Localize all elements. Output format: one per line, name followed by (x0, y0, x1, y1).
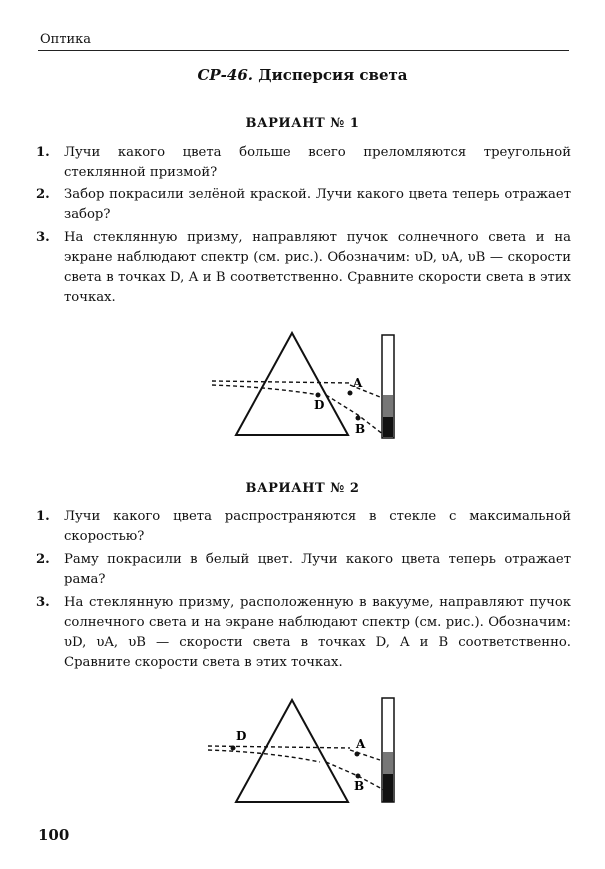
label-a: A (356, 737, 366, 751)
variant-1-question-3 (36, 228, 571, 308)
variant-2-question-3 (36, 593, 571, 673)
point-b-dot (356, 416, 361, 421)
variant-2-prism-diagram (200, 690, 410, 810)
question-text: Лучи какого цвета распространяются в стекле с максимальной скоростью? (64, 509, 571, 544)
light-ray-incident (212, 385, 320, 395)
point-d-dot (231, 746, 236, 751)
running-header: Оптика (40, 32, 92, 47)
header-divider (38, 50, 569, 51)
question-number: 1. (36, 145, 50, 160)
point-a-dot (355, 752, 360, 757)
question-number: 3. (36, 595, 50, 610)
variant-1-heading: ВАРИАНТ № 1 (245, 116, 360, 131)
label-d: D (236, 729, 247, 743)
spectrum-dark-band (383, 417, 393, 437)
point-d-dot (316, 393, 321, 398)
label-a: A (353, 376, 363, 390)
point-b-dot (356, 774, 361, 779)
question-text: Забор покрасили зелёной краской. Лучи какого цвета теперь отражает забор? (64, 187, 571, 222)
label-b: B (354, 779, 365, 793)
point-a-dot (348, 391, 353, 396)
variant-1-question-1 (36, 143, 571, 183)
light-ray-a (208, 746, 350, 748)
page-number: 100 (38, 826, 70, 844)
variant-1-prism-diagram (200, 325, 410, 445)
spectrum-dark-band (383, 774, 393, 802)
label-d: D (314, 398, 325, 412)
question-text: Лучи какого цвета больше всего преломляются треугольной стеклянной призмой? (64, 145, 571, 180)
page-title (0, 66, 605, 84)
variant-1-question-2 (36, 185, 571, 225)
title-name: Дисперсия света (258, 66, 408, 84)
prism-triangle (236, 333, 348, 435)
question-number: 3. (36, 230, 50, 245)
question-text: На стеклянную призму, расположенную в вакууме, направляют пучок солнечного света и на экране наблюдают спектр (см. рис.). Обозначим: υD, υA, υB — скорости света в точках D, A и B соответственно. Сравните скорости света в этих точках. (64, 595, 571, 670)
question-number: 2. (36, 552, 50, 567)
question-text: На стеклянную призму, направляют пучок солнечного света и на экране наблюдают спектр (см. рис.). Обозначим: υD, υA, υB — скорости света в точках D, A и B соответственно. Сравните скорости света в этих точках. (64, 230, 571, 305)
question-text: Раму покрасили в белый цвет. Лучи какого цвета теперь отражает рама? (64, 552, 571, 587)
variant-2-question-1 (36, 507, 571, 547)
variant-2-question-2 (36, 550, 571, 590)
prism-triangle (236, 700, 348, 802)
question-number: 2. (36, 187, 50, 202)
light-ray-a (212, 381, 350, 383)
label-b: B (355, 422, 366, 436)
variant-2-heading: ВАРИАНТ № 2 (245, 481, 360, 496)
light-ray-red (350, 750, 380, 760)
title-code: СР-46. (197, 66, 253, 84)
question-number: 1. (36, 509, 50, 524)
